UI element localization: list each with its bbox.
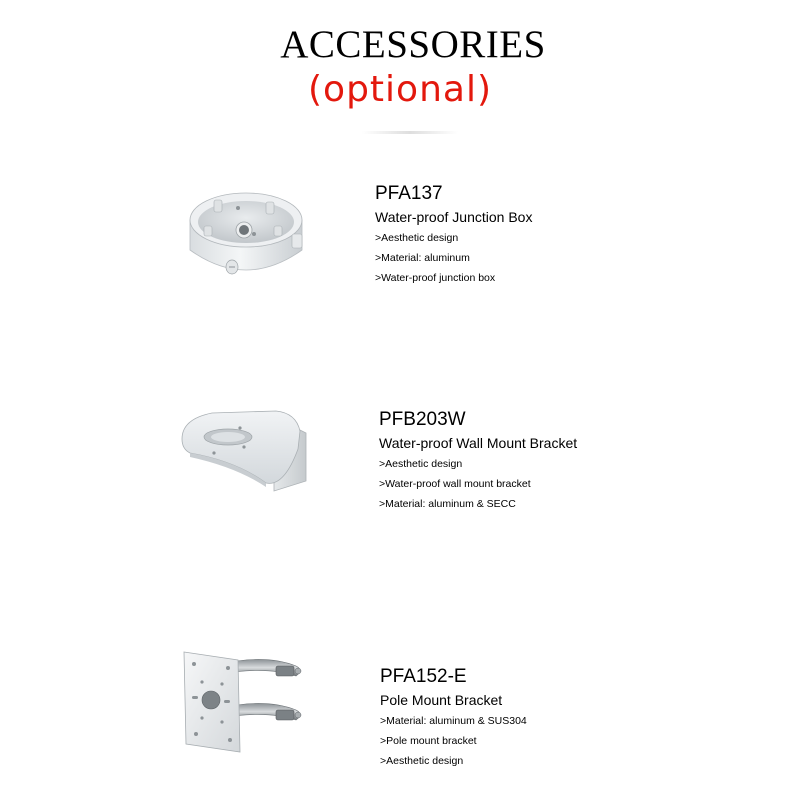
feature-list: [379, 458, 577, 510]
product-description: Pole Mount Bracket: [380, 692, 503, 708]
product-model: PFB203W: [379, 409, 466, 430]
product-pfa152-e: [380, 666, 527, 775]
feature-item: >Aesthetic design: [375, 232, 459, 244]
product-description: Water-proof Junction Box: [375, 209, 533, 225]
feature-list: [380, 715, 527, 767]
pole-mount-bracket-image: [180, 648, 308, 754]
feature-list: [375, 232, 532, 284]
feature-item: >Aesthetic design: [379, 458, 463, 470]
product-model: PFA137: [375, 183, 443, 204]
feature-item: >Material: aluminum & SECC: [379, 498, 516, 510]
wall-mount-bracket-image: [178, 403, 314, 497]
divider: [362, 131, 458, 134]
product-description: Water-proof Wall Mount Bracket: [379, 435, 578, 451]
product-model: PFA152-E: [380, 666, 467, 687]
junction-box-image: [176, 186, 316, 286]
feature-item: >Pole mount bracket: [380, 735, 477, 747]
feature-item: >Material: aluminum & SUS304: [380, 715, 527, 727]
page-title: ACCESSORIES: [280, 23, 546, 66]
product-pfb203w: [379, 409, 577, 518]
product-pfa137: [375, 183, 532, 292]
feature-item: >Water-proof wall mount bracket: [379, 478, 531, 490]
feature-item: >Water-proof junction box: [375, 272, 496, 284]
page-subtitle: (optional): [308, 69, 492, 110]
feature-item: >Aesthetic design: [380, 755, 464, 767]
feature-item: >Material: aluminum: [375, 252, 470, 264]
